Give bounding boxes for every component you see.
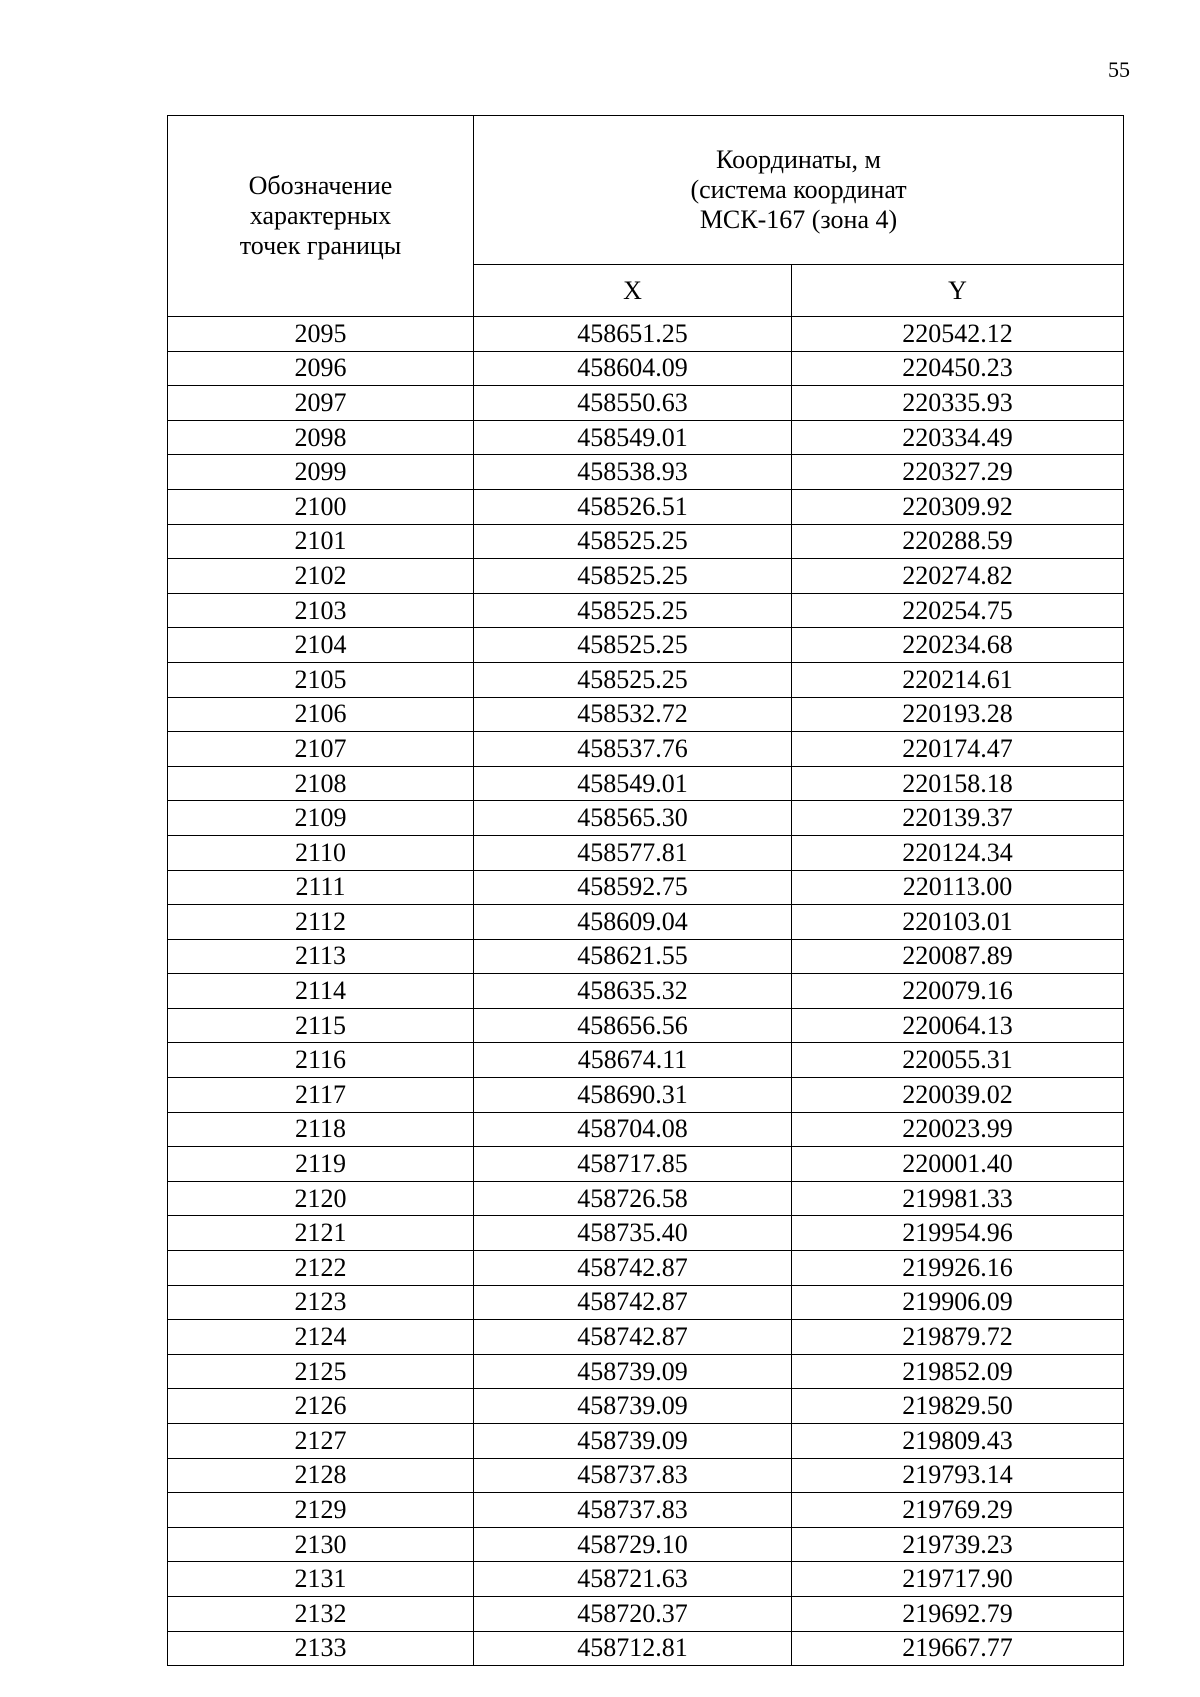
header-point-line: Обозначение [248, 171, 393, 200]
point-cell: 2108 [168, 766, 474, 801]
table-row [168, 662, 1124, 697]
point-cell: 2123 [168, 1285, 474, 1320]
x-cell: 458577.81 [474, 835, 792, 870]
point-cell: 2116 [168, 1043, 474, 1078]
table-row [168, 1078, 1124, 1113]
table-row [168, 732, 1124, 767]
table-row [168, 1631, 1124, 1666]
x-cell: 458537.76 [474, 732, 792, 767]
y-cell: 220158.18 [792, 766, 1124, 801]
y-cell: 220023.99 [792, 1112, 1124, 1147]
y-cell: 220103.01 [792, 905, 1124, 940]
x-cell: 458656.56 [474, 1008, 792, 1043]
x-cell: 458525.25 [474, 628, 792, 663]
y-cell: 219809.43 [792, 1424, 1124, 1459]
point-cell: 2110 [168, 835, 474, 870]
coordinates-table [167, 115, 1124, 1666]
y-cell: 219954.96 [792, 1216, 1124, 1251]
table-row [168, 1112, 1124, 1147]
x-cell: 458635.32 [474, 974, 792, 1009]
y-cell: 220001.40 [792, 1147, 1124, 1182]
x-cell: 458609.04 [474, 905, 792, 940]
y-cell: 220234.68 [792, 628, 1124, 663]
table-row [168, 1596, 1124, 1631]
point-cell: 2114 [168, 974, 474, 1009]
y-cell: 220039.02 [792, 1078, 1124, 1113]
y-cell: 219879.72 [792, 1320, 1124, 1355]
y-cell: 220087.89 [792, 939, 1124, 974]
y-cell: 220064.13 [792, 1008, 1124, 1043]
y-cell: 220214.61 [792, 662, 1124, 697]
y-cell: 219667.77 [792, 1631, 1124, 1666]
y-cell: 220254.75 [792, 593, 1124, 628]
x-cell: 458704.08 [474, 1112, 792, 1147]
x-cell: 458737.83 [474, 1493, 792, 1528]
x-cell: 458674.11 [474, 1043, 792, 1078]
y-cell: 219906.09 [792, 1285, 1124, 1320]
x-cell: 458621.55 [474, 939, 792, 974]
y-cell: 219739.23 [792, 1527, 1124, 1562]
y-cell: 219692.79 [792, 1596, 1124, 1631]
point-cell: 2125 [168, 1354, 474, 1389]
y-cell: 220335.93 [792, 386, 1124, 421]
y-cell: 220124.34 [792, 835, 1124, 870]
page-number: 55 [1108, 57, 1130, 82]
x-cell: 458525.25 [474, 662, 792, 697]
point-cell: 2104 [168, 628, 474, 663]
x-cell: 458549.01 [474, 420, 792, 455]
x-cell: 458739.09 [474, 1354, 792, 1389]
x-cell: 458532.72 [474, 697, 792, 732]
table-row [168, 455, 1124, 490]
point-cell: 2096 [168, 351, 474, 386]
table-row [168, 1458, 1124, 1493]
point-cell: 2107 [168, 732, 474, 767]
y-cell: 220542.12 [792, 317, 1124, 352]
y-cell: 220055.31 [792, 1043, 1124, 1078]
point-cell: 2097 [168, 386, 474, 421]
table-row [168, 593, 1124, 628]
x-cell: 458592.75 [474, 870, 792, 905]
x-cell: 458739.09 [474, 1389, 792, 1424]
table-row [168, 801, 1124, 836]
y-cell: 219926.16 [792, 1251, 1124, 1286]
table-row [168, 386, 1124, 421]
x-cell: 458604.09 [474, 351, 792, 386]
point-cell: 2131 [168, 1562, 474, 1597]
table-row [168, 1008, 1124, 1043]
point-cell: 2106 [168, 697, 474, 732]
y-cell: 220274.82 [792, 559, 1124, 594]
table-row [168, 351, 1124, 386]
x-cell: 458717.85 [474, 1147, 792, 1182]
table-row [168, 1285, 1124, 1320]
point-cell: 2132 [168, 1596, 474, 1631]
table-row [168, 1320, 1124, 1355]
x-cell: 458550.63 [474, 386, 792, 421]
y-cell: 220174.47 [792, 732, 1124, 767]
y-cell: 219769.29 [792, 1493, 1124, 1528]
x-cell: 458742.87 [474, 1285, 792, 1320]
point-cell: 2098 [168, 420, 474, 455]
table-row [168, 1147, 1124, 1182]
point-cell: 2112 [168, 905, 474, 940]
x-cell: 458525.25 [474, 559, 792, 594]
table-row [168, 939, 1124, 974]
point-cell: 2119 [168, 1147, 474, 1182]
table-row [168, 628, 1124, 663]
point-cell: 2117 [168, 1078, 474, 1113]
point-cell: 2099 [168, 455, 474, 490]
table-row [168, 1562, 1124, 1597]
y-cell: 220288.59 [792, 524, 1124, 559]
header-y: Y [792, 265, 1124, 317]
x-cell: 458651.25 [474, 317, 792, 352]
y-cell: 220113.00 [792, 870, 1124, 905]
table-row [168, 1043, 1124, 1078]
point-cell: 2115 [168, 1008, 474, 1043]
x-cell: 458726.58 [474, 1181, 792, 1216]
point-cell: 2118 [168, 1112, 474, 1147]
point-cell: 2100 [168, 489, 474, 524]
y-cell: 219981.33 [792, 1181, 1124, 1216]
y-cell: 220139.37 [792, 801, 1124, 836]
x-cell: 458526.51 [474, 489, 792, 524]
header-point-line: точек границы [239, 231, 402, 260]
point-cell: 2113 [168, 939, 474, 974]
table-header [168, 116, 1124, 317]
table-row [168, 1493, 1124, 1528]
point-cell: 2133 [168, 1631, 474, 1666]
point-cell: 2128 [168, 1458, 474, 1493]
point-cell: 2109 [168, 801, 474, 836]
point-cell: 2121 [168, 1216, 474, 1251]
table-body [168, 317, 1124, 1666]
y-cell: 219829.50 [792, 1389, 1124, 1424]
point-cell: 2129 [168, 1493, 474, 1528]
table-row [168, 1527, 1124, 1562]
x-cell: 458737.83 [474, 1458, 792, 1493]
table-row [168, 1251, 1124, 1286]
x-cell: 458742.87 [474, 1251, 792, 1286]
table-row [168, 1424, 1124, 1459]
table-row [168, 524, 1124, 559]
table-row [168, 1181, 1124, 1216]
x-cell: 458538.93 [474, 455, 792, 490]
header-coords-line: МСК-167 (зона 4) [699, 205, 898, 235]
table-row [168, 1389, 1124, 1424]
x-cell: 458729.10 [474, 1527, 792, 1562]
y-cell: 220450.23 [792, 351, 1124, 386]
y-cell: 220079.16 [792, 974, 1124, 1009]
y-cell: 220327.29 [792, 455, 1124, 490]
header-point-line: характерных [249, 201, 392, 230]
table-row [168, 870, 1124, 905]
point-cell: 2105 [168, 662, 474, 697]
y-cell: 219793.14 [792, 1458, 1124, 1493]
x-cell: 458735.40 [474, 1216, 792, 1251]
table-row [168, 1216, 1124, 1251]
point-cell: 2103 [168, 593, 474, 628]
point-cell: 2124 [168, 1320, 474, 1355]
table-row [168, 974, 1124, 1009]
table-row [168, 905, 1124, 940]
point-cell: 2101 [168, 524, 474, 559]
point-cell: 2122 [168, 1251, 474, 1286]
point-cell: 2130 [168, 1527, 474, 1562]
header-coordinates [474, 116, 1124, 265]
header-point-designation [168, 116, 474, 317]
x-cell: 458712.81 [474, 1631, 792, 1666]
x-cell: 458720.37 [474, 1596, 792, 1631]
table-row [168, 559, 1124, 594]
x-cell: 458565.30 [474, 801, 792, 836]
y-cell: 220193.28 [792, 697, 1124, 732]
table-row [168, 697, 1124, 732]
x-cell: 458525.25 [474, 593, 792, 628]
y-cell: 220334.49 [792, 420, 1124, 455]
point-cell: 2102 [168, 559, 474, 594]
y-cell: 219852.09 [792, 1354, 1124, 1389]
table-row [168, 489, 1124, 524]
table-row [168, 420, 1124, 455]
x-cell: 458690.31 [474, 1078, 792, 1113]
x-cell: 458739.09 [474, 1424, 792, 1459]
y-cell: 219717.90 [792, 1562, 1124, 1597]
table-row [168, 1354, 1124, 1389]
y-cell: 220309.92 [792, 489, 1124, 524]
point-cell: 2126 [168, 1389, 474, 1424]
header-coords-line: Координаты, м [716, 145, 881, 175]
point-cell: 2127 [168, 1424, 474, 1459]
table-row [168, 317, 1124, 352]
x-cell: 458525.25 [474, 524, 792, 559]
x-cell: 458742.87 [474, 1320, 792, 1355]
table-row [168, 766, 1124, 801]
table-row [168, 835, 1124, 870]
x-cell: 458549.01 [474, 766, 792, 801]
point-cell: 2120 [168, 1181, 474, 1216]
point-cell: 2095 [168, 317, 474, 352]
header-x: X [474, 265, 792, 317]
header-coords-line: (система координат [690, 175, 907, 205]
x-cell: 458721.63 [474, 1562, 792, 1597]
point-cell: 2111 [168, 870, 474, 905]
